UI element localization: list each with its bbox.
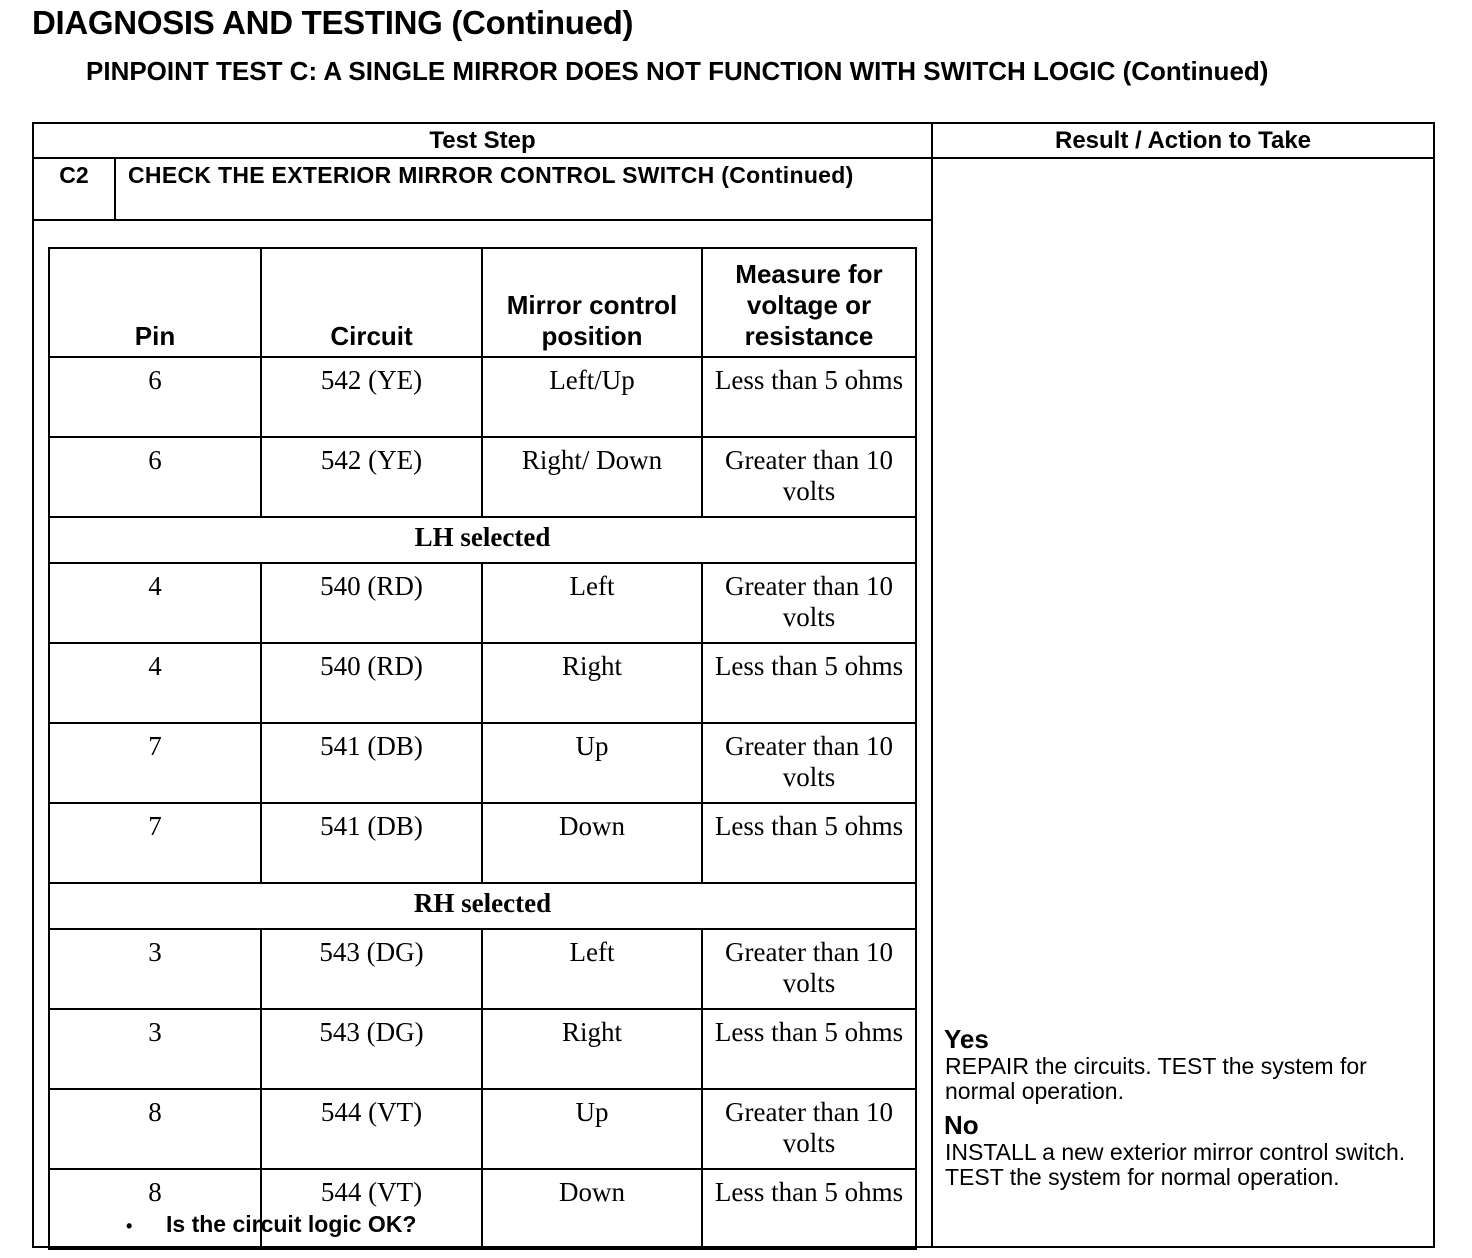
table-row bbox=[49, 357, 916, 437]
col-header-circuit: Circuit bbox=[261, 248, 482, 357]
step-id-divider bbox=[114, 157, 116, 221]
question bbox=[126, 1211, 416, 1238]
group-row-lh bbox=[49, 517, 916, 563]
table-row bbox=[49, 1009, 916, 1089]
cell-measure: Greater than 10 volts bbox=[702, 929, 916, 1009]
cell-circuit: 541 (DB) bbox=[261, 803, 482, 883]
cell-circuit: 544 (VT) bbox=[261, 1169, 482, 1249]
cell-position: Right/ Down bbox=[482, 437, 702, 517]
group-label-rh: RH selected bbox=[49, 883, 916, 929]
step-title: CHECK THE EXTERIOR MIRROR CONTROL SWITCH (Continued) bbox=[128, 162, 854, 188]
cell-pin: 8 bbox=[49, 1169, 261, 1249]
question-text: Is the circuit logic OK? bbox=[166, 1211, 417, 1237]
section-title: DIAGNOSIS AND TESTING (Continued) bbox=[32, 4, 634, 41]
cell-position: Up bbox=[482, 1089, 702, 1169]
cell-pin: 3 bbox=[49, 929, 261, 1009]
cell-circuit: 544 (VT) bbox=[261, 1089, 482, 1169]
col-header-measure: Measure for voltage or resistance bbox=[702, 248, 916, 357]
cell-measure: Less than 5 ohms bbox=[702, 1009, 916, 1089]
cell-pin: 7 bbox=[49, 803, 261, 883]
yes-label: Yes bbox=[944, 1024, 989, 1054]
cell-position: Down bbox=[482, 1169, 702, 1249]
cell-position: Up bbox=[482, 723, 702, 803]
group-label-lh: LH selected bbox=[49, 517, 916, 563]
cell-position: Down bbox=[482, 803, 702, 883]
result-header: Result / Action to Take bbox=[1054, 127, 1312, 154]
cell-pin: 3 bbox=[49, 1009, 261, 1089]
cell-pin: 4 bbox=[49, 563, 261, 643]
cell-pin: 7 bbox=[49, 723, 261, 803]
no-label: No bbox=[944, 1110, 979, 1140]
cell-position: Left bbox=[482, 929, 702, 1009]
cell-measure: Less than 5 ohms bbox=[702, 357, 916, 437]
table-row bbox=[49, 1089, 916, 1169]
cell-pin: 4 bbox=[49, 643, 261, 723]
cell-measure: Greater than 10 volts bbox=[702, 563, 916, 643]
pin-table-header-row bbox=[49, 248, 916, 357]
cell-position: Left bbox=[482, 563, 702, 643]
table-row bbox=[49, 803, 916, 883]
bullet-icon: • bbox=[126, 1216, 133, 1236]
cell-position: Right bbox=[482, 1009, 702, 1089]
column-divider bbox=[931, 122, 933, 1248]
no-action: INSTALL a new exterior mirror control switch. TEST the system for normal operation. bbox=[945, 1139, 1406, 1190]
cell-circuit: 540 (RD) bbox=[261, 643, 482, 723]
table-row bbox=[49, 437, 916, 517]
col-header-pin: Pin bbox=[49, 248, 261, 357]
cell-measure: Less than 5 ohms bbox=[702, 1169, 916, 1249]
cell-measure: Greater than 10 volts bbox=[702, 437, 916, 517]
cell-pin: 6 bbox=[49, 437, 261, 517]
cell-circuit: 540 (RD) bbox=[261, 563, 482, 643]
col-header-position: Mirror control position bbox=[482, 248, 702, 357]
pin-measurement-table bbox=[48, 247, 917, 1250]
table-row bbox=[49, 643, 916, 723]
cell-position: Left/Up bbox=[482, 357, 702, 437]
cell-pin: 8 bbox=[49, 1089, 261, 1169]
table-row bbox=[49, 723, 916, 803]
cell-measure: Greater than 10 volts bbox=[702, 1089, 916, 1169]
cell-pin: 6 bbox=[49, 357, 261, 437]
yes-action: REPAIR the circuits. TEST the system for normal operation. bbox=[945, 1053, 1367, 1104]
cell-position: Right bbox=[482, 643, 702, 723]
cell-measure: Greater than 10 volts bbox=[702, 723, 916, 803]
cell-circuit: 543 (DG) bbox=[261, 929, 482, 1009]
cell-measure: Less than 5 ohms bbox=[702, 803, 916, 883]
pinpoint-test-title: PINPOINT TEST C: A SINGLE MIRROR DOES NOT FUNCTION WITH SWITCH LOGIC (Continued) bbox=[86, 56, 1269, 86]
step-row-divider bbox=[32, 219, 933, 221]
cell-circuit: 542 (YE) bbox=[261, 357, 482, 437]
cell-circuit: 543 (DG) bbox=[261, 1009, 482, 1089]
step-id: C2 bbox=[59, 162, 89, 188]
group-row-rh bbox=[49, 883, 916, 929]
table-row bbox=[49, 929, 916, 1009]
table-row bbox=[49, 563, 916, 643]
cell-circuit: 541 (DB) bbox=[261, 723, 482, 803]
cell-circuit: 542 (YE) bbox=[261, 437, 482, 517]
test-step-header: Test Step bbox=[429, 127, 536, 154]
cell-measure: Less than 5 ohms bbox=[702, 643, 916, 723]
